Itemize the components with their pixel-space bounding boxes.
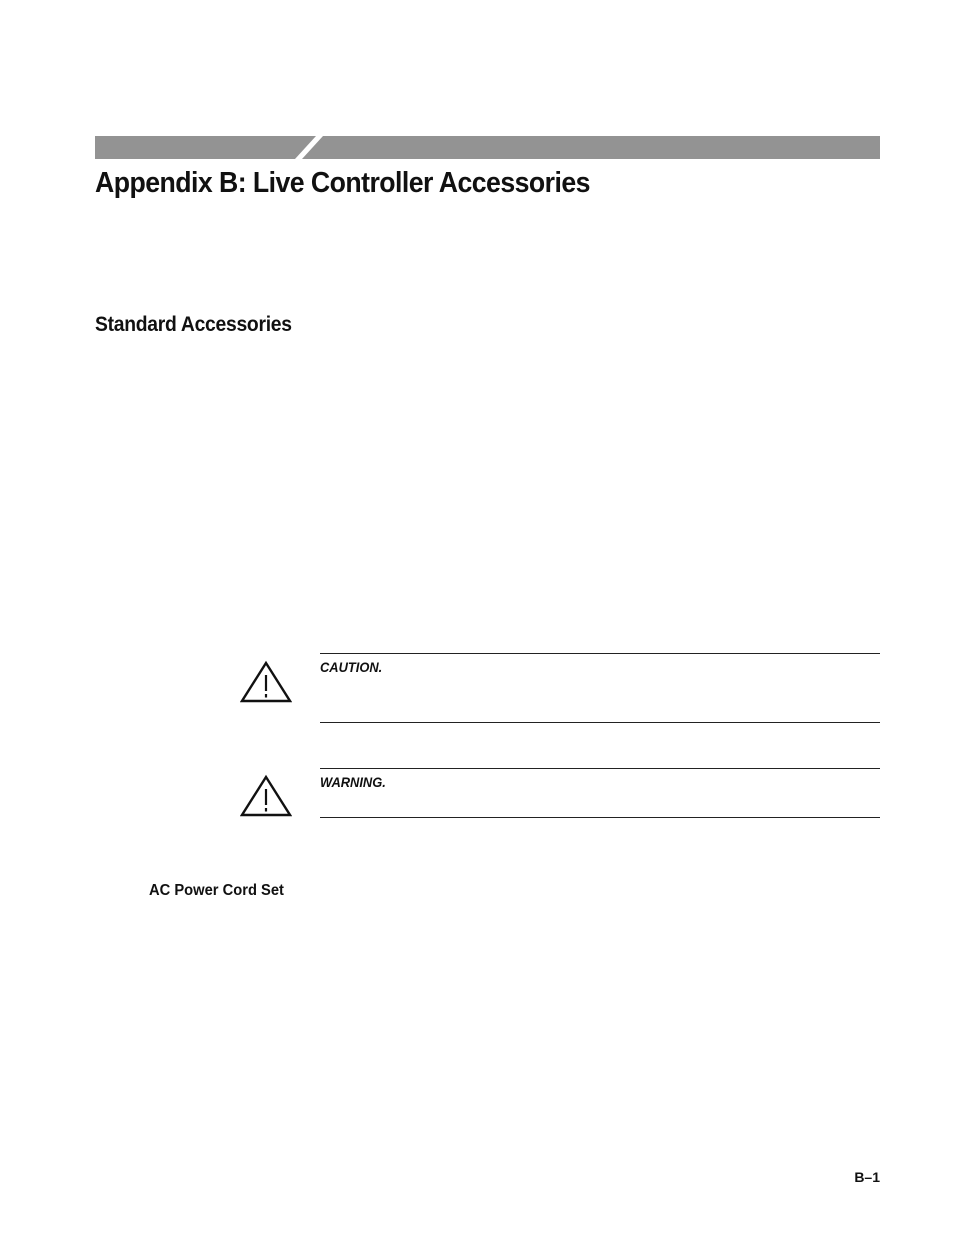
warning-triangle-icon: [240, 660, 292, 704]
subsection-title: AC Power Cord Set: [149, 882, 284, 899]
warning-triangle-icon: [240, 774, 292, 818]
caution-bottom-rule: [320, 722, 880, 723]
caution-top-rule: [320, 653, 880, 654]
chapter-header-bar: [95, 136, 880, 159]
caution-notice: [240, 653, 880, 723]
warning-label: WARNING.: [320, 774, 386, 790]
warning-top-rule: [320, 768, 880, 769]
caution-label: CAUTION.: [320, 659, 383, 675]
chapter-title: Appendix B: Live Controller Accessories: [95, 167, 590, 199]
section-title: Standard Accessories: [95, 313, 292, 336]
warning-bottom-rule: [320, 817, 880, 818]
page-number: B–1: [854, 1169, 880, 1185]
warning-notice: [240, 768, 880, 818]
